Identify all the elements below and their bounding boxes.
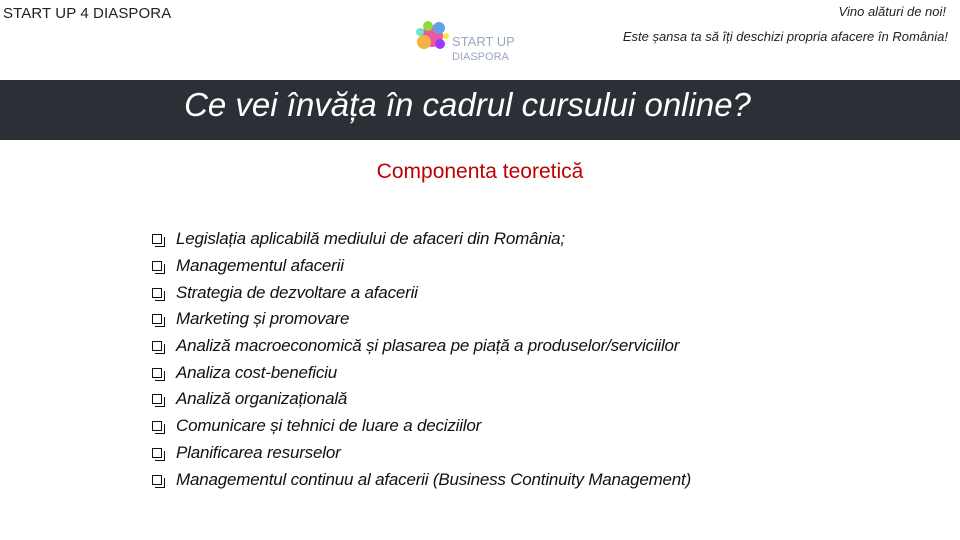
title-banner	[0, 80, 960, 140]
list-item: Analiză organizațională	[152, 386, 691, 413]
list-item: Strategia de dezvoltare a afacerii	[152, 279, 691, 306]
checkbox-bullet-icon	[152, 448, 162, 458]
section-title: Componenta teoretică	[376, 160, 584, 183]
tagline-secondary: Este șansa ta să îți deschizi propria afacere în România!	[622, 29, 948, 44]
checkbox-bullet-icon	[152, 288, 162, 298]
checkbox-bullet-icon	[152, 234, 162, 244]
checkbox-bullet-icon	[152, 261, 162, 271]
logo-line-2: DIASPORA	[452, 51, 509, 63]
list-item: Analiza cost-beneficiu	[152, 359, 691, 386]
list-item: Managementul continuu al afacerii (Business Continuity Management)	[152, 466, 691, 493]
topic-list	[152, 226, 691, 493]
tagline-primary: Vino alături de noi!	[838, 4, 946, 19]
checkbox-bullet-icon	[152, 475, 162, 485]
list-item: Planificarea resurselor	[152, 440, 691, 467]
banner-title: Ce vei învăța în cadrul cursului online?	[184, 86, 751, 123]
list-item: Comunicare și tehnici de luare a deciziilor	[152, 413, 691, 440]
list-item: Marketing și promovare	[152, 306, 691, 333]
logo-line-1: START UP	[452, 34, 515, 49]
checkbox-bullet-icon	[152, 394, 162, 404]
list-item: Legislația aplicabilă mediului de afaceri din România;	[152, 226, 691, 253]
list-item: Analiză macroeconomică și plasarea pe piață a produselor/serviciilor	[152, 333, 691, 360]
brand-title: START UP 4 DIASPORA	[3, 5, 172, 22]
startup-diaspora-logo	[412, 8, 520, 70]
checkbox-bullet-icon	[152, 421, 162, 431]
checkbox-bullet-icon	[152, 368, 162, 378]
checkbox-bullet-icon	[152, 341, 162, 351]
list-item: Managementul afacerii	[152, 253, 691, 280]
checkbox-bullet-icon	[152, 314, 162, 324]
logo-splash-icon	[416, 21, 449, 49]
